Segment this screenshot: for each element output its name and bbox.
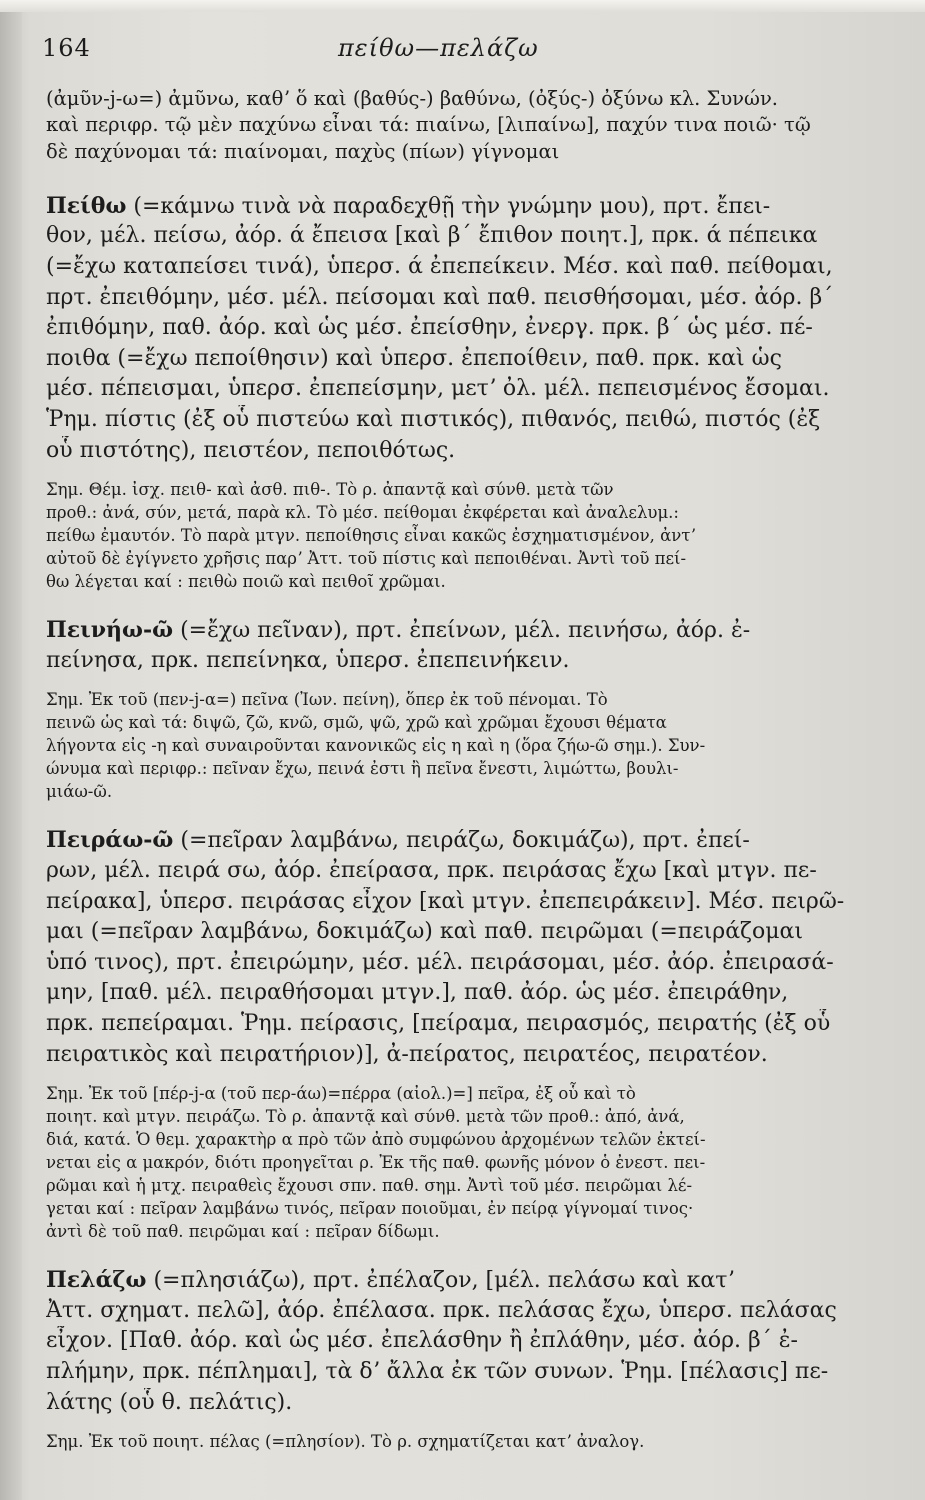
continuation-paragraph	[46, 86, 866, 165]
note-line: προθ.: ἀνά, σύν, μετά, παρὰ κλ. Τὸ μέσ. πείθομαι ἐκφέρεται καὶ ἀναλελυμ.:	[46, 503, 679, 523]
note-line: Σημ. Ἐκ τοῦ [πέρ-j-α (τοῦ περ-άω)=πέρρα (αἰολ.)=] πεῖρα, ἐξ οὗ καὶ τὸ	[46, 1084, 636, 1104]
page-header	[42, 30, 885, 70]
text-line: ρων, μέλ. πειρά σω, ἀόρ. ἐπείρασα, πρκ. πειράσας ἔχω [καὶ μτγν. πε-	[46, 858, 817, 884]
text-line: δὲ παχύνομαι τά: πιαίνομαι, παχὺς (πίων) γίγνομαι	[46, 139, 560, 163]
note-line: λήγοντα εἰς -η καὶ συναιροῦνται κανονικῶς εἰς η καὶ η (ὅρα ζήω-ῶ σημ.). Συν-	[46, 736, 706, 756]
entry-first-line	[46, 191, 866, 222]
text-line: εἶχον. [Παθ. ἀόρ. καὶ ὡς μέσ. ἐπελάσθην ἢ ἐπλάθην, μέσ. ἀόρ. β΄ ἐ-	[46, 1328, 798, 1354]
entry-first-line	[46, 1265, 866, 1296]
entry-note	[46, 1430, 866, 1453]
note-line: ώνυμα καὶ περιφρ.: πεῖναν ἔχω, πεινά ἐστι ἢ πεῖνα ἔνεστι, λιμώττω, βουλι-	[46, 759, 679, 779]
text-line: πρκ. πεπείραμαι. Ῥημ. πείρασις, [πείραμα, πειρασμός, πειρατής (ἐξ οὗ	[46, 1010, 831, 1036]
note-line: νεται εἰς α μακρόν, διότι προηγεῖται ρ. Ἐκ τῆς παθ. φωνῆς μόνον ὁ ἐνεστ. πει-	[46, 1153, 706, 1173]
page-top-edge	[0, 0, 925, 12]
note-line: ἀντὶ δὲ τοῦ παθ. πειρῶμαι καί : πεῖραν δίδωμι.	[46, 1222, 440, 1242]
text-line: πρτ. ἐπειθόμην, μέσ. μέλ. πείσομαι καὶ παθ. πεισθήσομαι, μέσ. ἀόρ. β΄	[46, 284, 834, 310]
entry-note	[46, 1082, 866, 1243]
text-line: μέσ. πέπεισμαι, ὑπερσ. ἐπεπείσμην, μετʼ ὀλ. μέλ. πεπεισμένος ἔσομαι.	[46, 376, 830, 402]
entry-text: (=πλησιάζω), πρτ. ἐπέλαζον, [μέλ. πελάσω καὶ κατʼ	[146, 1268, 735, 1294]
text-line: πλήμην, πρκ. πέπλημαι], τὰ δʼ ἄλλα ἐκ τῶν συνων. Ῥημ. [πέλασις] πε-	[46, 1358, 829, 1384]
entry-pelazo	[46, 1265, 866, 1453]
entry-peitho	[46, 191, 866, 593]
text-line: πείρακα], ὑπερσ. πειράσας εἶχον [καὶ μτγν. ἐπεπειράκειν]. Μέσ. πειρῶ-	[46, 888, 845, 914]
entry-text: (=πεῖραν λαμβάνω, πειράζω, δοκιμάζω), πρτ. ἐπεί-	[173, 828, 750, 854]
note-line: γεται καί : πεῖραν λαμβάνω τινός, πεῖραν ποιοῦμαι, ἐν πείρᾳ γίγνομαί τινος·	[46, 1199, 694, 1219]
text-line: Ῥημ. πίστις (ἐξ οὗ πιστεύω καὶ πιστικός), πιθανός, πειθώ, πιστός (ἐξ	[46, 407, 821, 433]
text-line: οὗ πιστότης), πειστέον, πεποιθότως.	[46, 437, 456, 463]
text-line: πείνησα, πρκ. πεπείνηκα, ὑπερσ. ἐπεπεινήκειν.	[46, 647, 570, 673]
entry-lemma: Πεινήω-ῶ	[46, 617, 174, 644]
note-line: θω λέγεται καί : πειθὼ ποιῶ καὶ πειθοῖ χρῶμαι.	[46, 572, 446, 592]
running-head: πείθω—πελάζω	[338, 34, 539, 62]
entry-text: (=κάμνω τινὰ νὰ παραδεχθῇ τὴν γνώμην μου), πρτ. ἔπει-	[126, 193, 771, 219]
page-body	[46, 86, 866, 1453]
text-line: μην, [παθ. μέλ. πειραθήσομαι μτγν.], παθ. ἀόρ. ὡς μέσ. ἐπειράθην,	[46, 980, 789, 1006]
text-line: ποιθα (=ἔχω πεποίθησιν) καὶ ὑπερσ. ἐπεποίθειν, παθ. πρκ. καὶ ὡς	[46, 345, 782, 371]
text-line: (=ἔχω καταπείσει τινά), ὑπερσ. ά ἐπεπείκειν. Μέσ. καὶ παθ. πείθομαι,	[46, 254, 833, 280]
note-line: ποιητ. καὶ μτγν. πειράζω. Τὸ ρ. ἀπαντᾷ καὶ σύνθ. μετὰ τῶν προθ.: ἀπό, ἀνά,	[46, 1107, 685, 1127]
entry-text: (=ἔχω πεῖναν), πρτ. ἐπείνων, μέλ. πεινήσω, ἀόρ. ἐ-	[173, 618, 751, 644]
entry-lemma: Πειράω-ῶ	[46, 827, 174, 854]
text-line: λάτης (οὗ θ. πελάτις).	[46, 1389, 293, 1415]
note-line: πείθω ἐμαυτόν. Τὸ παρὰ μτγν. πεποίθησις εἶναι κακῶς ἐσχηματισμένον, ἀντʼ	[46, 526, 696, 546]
text-line: (ἀμῦν-j-ω=) ἀμῦνω, καθʼ ὅ καὶ (βαθύς-) βαθύνω, (ὀξύς-) ὀξύνω κλ. Συνών.	[46, 87, 778, 110]
entry-lemma: Πελάζω	[46, 1267, 147, 1294]
entry-first-line	[46, 825, 866, 856]
text-line: πειρατικὸς καὶ πειρατήριον)], ἀ-πείρατος, πειρατέος, πειρατέον.	[46, 1041, 768, 1067]
entry-first-line	[46, 615, 866, 646]
entry-lemma: Πείθω	[46, 192, 127, 219]
text-line: ὑπό τινος), πρτ. ἐπειρώμην, μέσ. μέλ. πειράσομαι, μέσ. ἀόρ. ἐπειρασά-	[46, 949, 834, 975]
entry-peinao	[46, 615, 866, 803]
note-line: Σημ. Ἐκ τοῦ (πεν-j-α=) πεῖνα (Ἰων. πείνη), ὅπερ ἐκ τοῦ πένομαι. Τὸ	[46, 690, 608, 710]
note-line: Σημ. Θέμ. ἰσχ. πειθ- καὶ ἀσθ. πιθ-. Τὸ ρ. ἀπαντᾷ καὶ σύνθ. μετὰ τῶν	[46, 480, 614, 500]
entry-peirao	[46, 825, 866, 1243]
note-line: μιάω-ῶ.	[46, 782, 113, 802]
note-line: ρῶμαι καὶ ἡ μτχ. πειραθεὶς ἔχουσι σπν. παθ. σημ. Ἀντὶ τοῦ μέσ. πειρῶμαι λέ-	[46, 1176, 693, 1196]
text-line: καὶ περιφρ. τῷ μὲν παχύνω εἶναι τά: πιαίνω, [λιπαίνω], παχύν τινα ποιῶ· τῷ	[46, 113, 811, 137]
page-number: 164	[42, 34, 91, 62]
note-line: πεινῶ ὡς καὶ τά: διψῶ, ζῶ, κνῶ, σμῶ, ψῶ, χρῶ καὶ χρῶμαι ἔχουσι θέματα	[46, 713, 667, 733]
text-line: ἐπιθόμην, παθ. ἀόρ. καὶ ὡς μέσ. ἐπείσθην, ἐνεργ. πρκ. β΄ ὡς μέσ. πέ-	[46, 315, 813, 341]
entry-note	[46, 478, 866, 593]
entry-note	[46, 688, 866, 803]
text-line: θον, μέλ. πείσω, ἀόρ. ά ἔπεισα [καὶ β΄ ἔπιθον ποιητ.], πρκ. ά πέπεικα	[46, 223, 818, 249]
text-line: Ἀττ. σχηματ. πελῶ], ἀόρ. ἐπέλασα. πρκ. πελάσας ἔχω, ὑπερσ. πελάσας	[46, 1297, 837, 1323]
note-line: διά, κατά. Ὁ θεμ. χαρακτὴρ α πρὸ τῶν ἀπὸ συμφώνου ἀρχομένων τελῶν ἐκτεί-	[46, 1130, 706, 1150]
text-line: μαι (=πεῖραν λαμβάνω, δοκιμάζω) καὶ παθ. πειρῶμαι (=πειράζομαι	[46, 919, 804, 945]
note-line: αὐτοῦ δὲ ἐγίγνετο χρῆσις παρʼ Ἀττ. τοῦ πίστις καὶ πεποιθέναι. Ἀντὶ τοῦ πεί-	[46, 549, 687, 569]
note-line: Σημ. Ἐκ τοῦ ποιητ. πέλας (=πλησίον). Τὸ ρ. σχηματίζεται κατʼ ἀναλογ.	[46, 1432, 645, 1452]
book-spine-shadow	[0, 0, 22, 1500]
